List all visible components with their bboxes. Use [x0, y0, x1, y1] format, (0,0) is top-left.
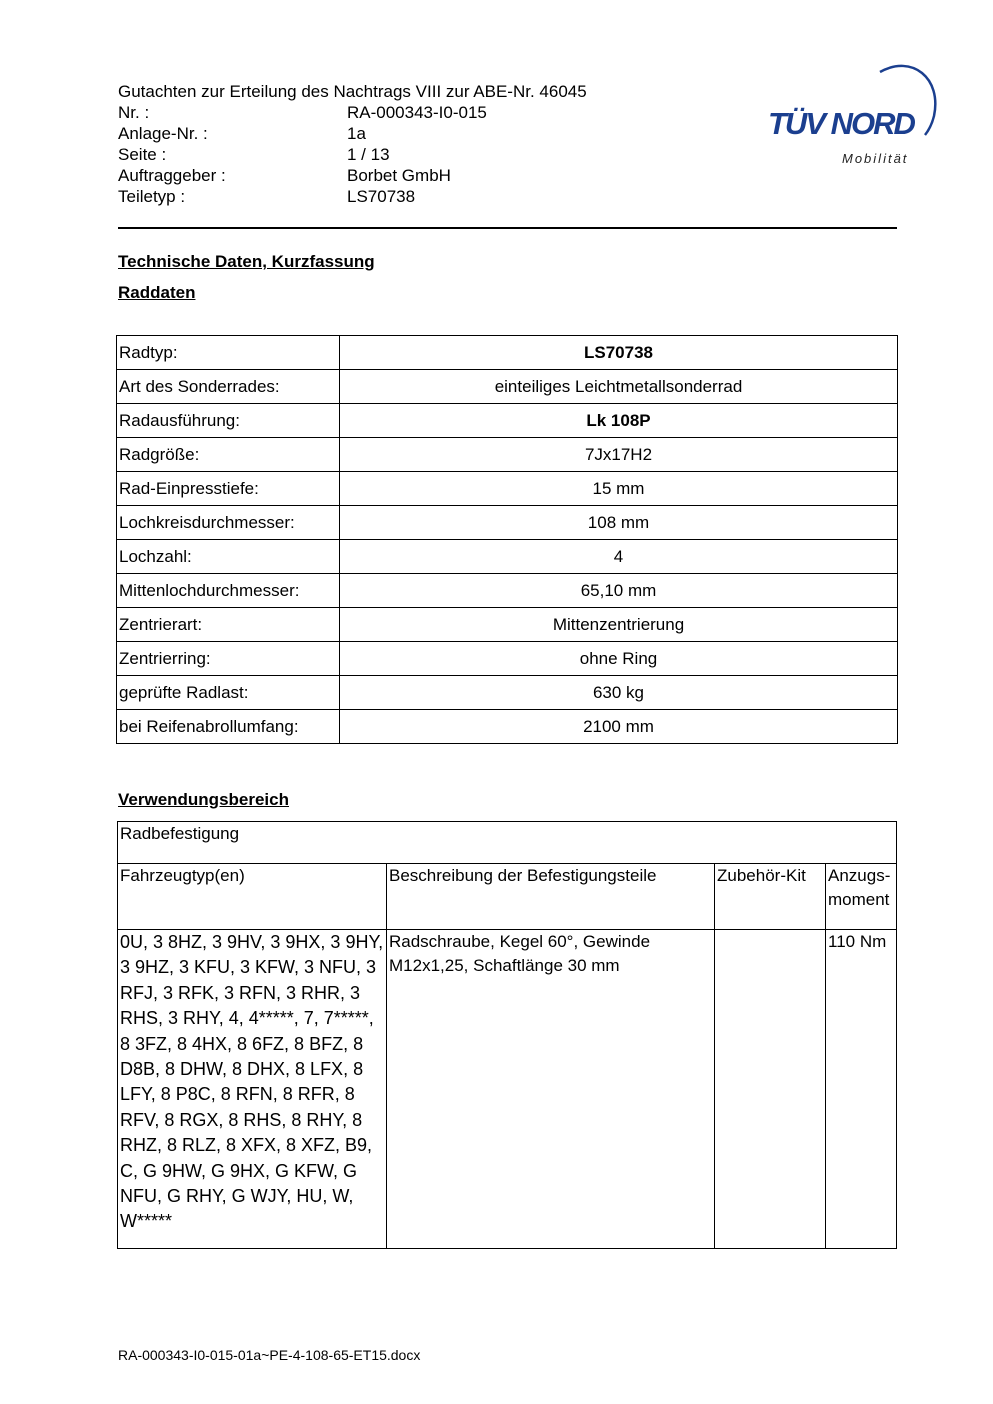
row-label: Radgröße: — [117, 438, 340, 472]
table-row — [117, 574, 898, 608]
table-row — [117, 438, 898, 472]
radbefestigung-caption: Radbefestigung — [118, 822, 897, 864]
row-label: Art des Sonderrades: — [117, 370, 340, 404]
meta-label: Anlage-Nr. : — [118, 124, 208, 143]
meta-value: 1a — [347, 124, 366, 143]
meta-value: LS70738 — [347, 187, 416, 206]
header-beschreibung: Beschreibung der Befestigungsteile — [387, 864, 715, 930]
table-row — [117, 336, 898, 370]
torque-value: 110 Nm — [826, 930, 897, 1249]
table-row — [117, 472, 898, 506]
header-zubehoer-kit: Zubehör-Kit — [715, 864, 826, 930]
fastener-description: Radschraube, Kegel 60°, Gewinde M12x1,25, Schaftlänge 30 mm — [387, 930, 715, 1249]
meta-row-anlage — [118, 123, 678, 144]
row-label: Zentrierring: — [117, 642, 340, 676]
row-label: bei Reifenabrollumfang: — [117, 710, 340, 744]
meta-value: 1 / 13 — [347, 145, 390, 164]
logo-subtitle: Mobilität — [842, 151, 909, 166]
meta-row-auftraggeber — [118, 165, 678, 186]
row-label: Rad-Einpresstiefe: — [117, 472, 340, 506]
table-row — [117, 642, 898, 676]
vehicle-types: 0U, 3 8HZ, 3 9HV, 3 9HX, 3 9HY, 3 9HZ, 3 KFU, 3 KFW, 3 NFU, 3 RFJ, 3 RFK, 3 RFN, 3 RHR, 3 RHS, 3 RHY, 4, 4*****, 7, 7*****, 8 3FZ, 8 4HX, 8 6FZ, 8 BFZ, 8 D8B, 8 DHW, 8 DHX, 8 LFX, 8 LFY, 8 P8C, 8 RFN, 8 RFR, 8 RFV, 8 RGX, 8 RHS, 8 RHY, 8 RHZ, 8 RLZ, 8 XFX, 8 XFZ, B9, C, G 9HW, G 9HX, G KFW, G NFU, G RHY, G WJY, HU, W, W***** — [118, 930, 387, 1249]
header-anzugsmoment: Anzugs-moment — [826, 864, 897, 930]
row-value: 630 kg — [340, 676, 898, 710]
table-row — [117, 608, 898, 642]
meta-value: Borbet GmbH — [347, 166, 451, 185]
row-value: 65,10 mm — [340, 574, 898, 608]
row-value: einteiliges Leichtmetallsonderrad — [340, 370, 898, 404]
row-label: Mittenlochdurchmesser: — [117, 574, 340, 608]
meta-label: Nr. : — [118, 103, 150, 122]
section-title-technische-daten: Technische Daten, Kurzfassung — [118, 252, 375, 271]
table-row — [117, 370, 898, 404]
row-label: Radausführung: — [117, 404, 340, 438]
row-label: Zentrierart: — [117, 608, 340, 642]
table-row — [118, 930, 897, 1249]
table-row — [117, 540, 898, 574]
header-fahrzeugtyp: Fahrzeugtyp(en) — [118, 864, 387, 930]
section-title-raddaten: Raddaten — [118, 283, 196, 302]
verwendung-table — [117, 821, 897, 1249]
meta-label: Teiletyp : — [118, 187, 186, 206]
row-value: 2100 mm — [340, 710, 898, 744]
meta-row-seite — [118, 144, 678, 165]
section-title-verwendungsbereich: Verwendungsbereich — [118, 790, 289, 809]
row-value: Mittenzentrierung — [340, 608, 898, 642]
footer-filename: RA-000343-I0-015-01a~PE-4-108-65-ET15.docx — [118, 1347, 421, 1363]
row-value: 7Jx17H2 — [340, 438, 898, 472]
meta-row-teiletyp — [118, 186, 678, 207]
meta-row-nr — [118, 102, 678, 123]
accessory-kit — [715, 930, 826, 1249]
row-label: Lochkreisdurchmesser: — [117, 506, 340, 540]
tuv-nord-logo — [762, 58, 942, 173]
row-label: Radtyp: — [117, 336, 340, 370]
header-divider — [118, 227, 897, 229]
row-label: geprüfte Radlast: — [117, 676, 340, 710]
row-value: 4 — [340, 540, 898, 574]
table-header-row — [118, 864, 897, 930]
table-caption-row — [118, 822, 897, 864]
table-row — [117, 710, 898, 744]
report-title: Gutachten zur Erteilung des Nachtrags VIII zur ABE-Nr. 46045 — [118, 82, 587, 101]
row-value: LS70738 — [340, 336, 898, 370]
table-row — [117, 506, 898, 540]
table-row — [117, 404, 898, 438]
logo-wordmark: TÜV NORD — [768, 106, 914, 141]
document-header — [118, 81, 678, 207]
meta-label: Auftraggeber : — [118, 166, 226, 185]
meta-value: RA-000343-I0-015 — [347, 103, 487, 122]
row-value: 108 mm — [340, 506, 898, 540]
table-row — [117, 676, 898, 710]
row-value: 15 mm — [340, 472, 898, 506]
row-label: Lochzahl: — [117, 540, 340, 574]
raddaten-table — [116, 335, 898, 744]
row-value: ohne Ring — [340, 642, 898, 676]
meta-label: Seite : — [118, 145, 167, 164]
row-value: Lk 108P — [340, 404, 898, 438]
